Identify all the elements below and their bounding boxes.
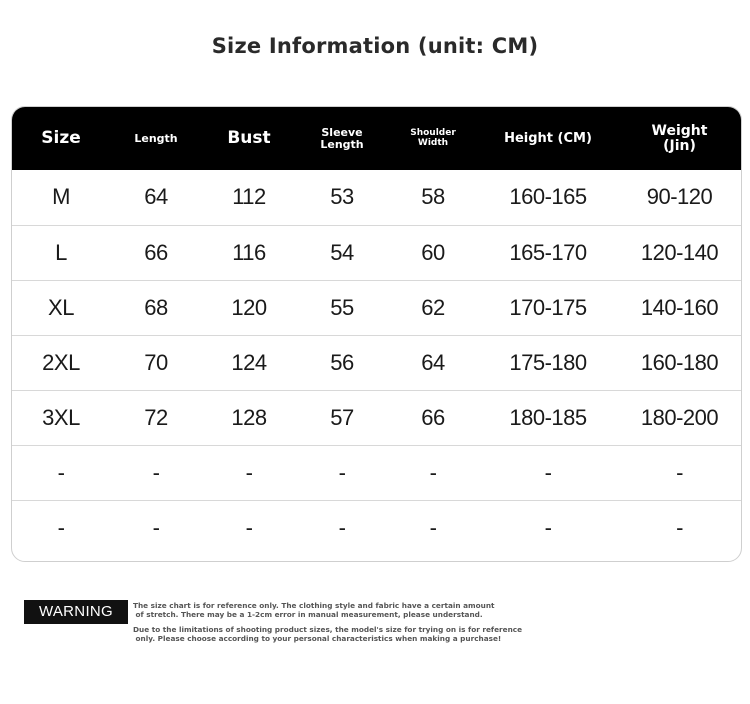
header-weight-line2: (Jin) — [663, 138, 696, 154]
cell-sleeve-length: 53 — [330, 184, 354, 210]
header-row — [12, 107, 741, 170]
cell-weight: - — [618, 500, 741, 555]
header-shoulder-line1: Shoulder — [410, 128, 456, 138]
cell-shoulder-width: 66 — [388, 390, 478, 445]
cell-shoulder-width: 62 — [388, 280, 478, 335]
warning-note-model — [133, 626, 553, 643]
cell-bust: 128 — [202, 390, 296, 445]
cell-weight: 90-120 — [646, 184, 713, 210]
table-body — [12, 170, 741, 555]
cell-shoulder-width: 60 — [388, 225, 478, 280]
warning-note-stretch-line2: of stretch. There may be a 1-2cm error in manual measurement, please understand. — [133, 609, 483, 619]
header-weight-line1: Weight — [651, 123, 708, 139]
cell-sleeve-length: 57 — [296, 390, 388, 445]
cell-size: - — [12, 445, 110, 500]
cell-shoulder-width: 64 — [388, 335, 478, 390]
warning-badge: WARNING — [24, 600, 128, 624]
cell-sleeve-length: 55 — [296, 280, 388, 335]
cell-length: 64 — [144, 184, 168, 210]
header-height: Height (CM) — [504, 131, 592, 146]
cell-height: 170-175 — [478, 280, 618, 335]
cell-weight: 180-200 — [618, 390, 741, 445]
table-row — [12, 170, 741, 225]
cell-bust: - — [202, 445, 296, 500]
cell-weight: 160-180 — [618, 335, 741, 390]
cell-size: - — [12, 500, 110, 555]
header-sleeve-line2: Length — [320, 138, 364, 151]
cell-sleeve-length: - — [296, 500, 388, 555]
cell-height: - — [478, 500, 618, 555]
cell-size: 2XL — [12, 335, 110, 390]
header-size: Size — [41, 128, 81, 148]
header-shoulder-line2: Width — [417, 138, 449, 148]
cell-height: - — [478, 445, 618, 500]
cell-bust: 116 — [202, 225, 296, 280]
cell-weight: 120-140 — [618, 225, 741, 280]
header-length: Length — [134, 132, 178, 145]
header-bust: Bust — [227, 128, 271, 148]
cell-height: 165-170 — [478, 225, 618, 280]
cell-size: L — [12, 225, 110, 280]
cell-height: 160-165 — [509, 184, 587, 210]
cell-shoulder-width: 58 — [421, 184, 445, 210]
cell-bust: 112 — [232, 184, 266, 210]
size-table-grid — [12, 107, 741, 555]
cell-size: XL — [12, 280, 110, 335]
cell-bust: 124 — [202, 335, 296, 390]
cell-height: 175-180 — [478, 335, 618, 390]
warning-note-stretch-line1: The size chart is for reference only. The clothing style and fabric have a certain amount — [133, 601, 495, 610]
cell-bust: - — [202, 500, 296, 555]
table-row — [12, 225, 741, 280]
cell-bust: 120 — [202, 280, 296, 335]
cell-size: 3XL — [12, 390, 110, 445]
cell-weight: 140-160 — [618, 280, 741, 335]
cell-length: 70 — [110, 335, 202, 390]
cell-height: 180-185 — [478, 390, 618, 445]
cell-length: - — [110, 500, 202, 555]
warning-note-model-line2: only. Please choose according to your personal characteristics when making a purchase! — [133, 633, 502, 643]
header-weight — [618, 107, 741, 170]
cell-shoulder-width: - — [388, 445, 478, 500]
cell-sleeve-length: 56 — [296, 335, 388, 390]
table-row — [12, 280, 741, 335]
cell-length: 68 — [110, 280, 202, 335]
size-table — [11, 106, 742, 562]
cell-length: - — [110, 445, 202, 500]
table-row — [12, 445, 741, 500]
cell-shoulder-width: - — [388, 500, 478, 555]
table-row — [12, 390, 741, 445]
header-sleeve-line1: Sleeve — [321, 126, 363, 139]
page-title: Size Information (unit: CM) — [211, 34, 539, 58]
table-row — [12, 335, 741, 390]
warning-note-model-line1: Due to the limitations of shooting product sizes, the model's size for trying on is for reference — [133, 625, 523, 634]
table-row — [12, 500, 741, 555]
cell-length: 66 — [110, 225, 202, 280]
cell-sleeve-length: - — [296, 445, 388, 500]
cell-size: M — [52, 184, 70, 210]
cell-length: 72 — [110, 390, 202, 445]
cell-sleeve-length: 54 — [296, 225, 388, 280]
warning-note-stretch — [133, 602, 553, 619]
header-sleeve-length — [296, 107, 388, 170]
header-shoulder-width — [388, 107, 478, 170]
cell-weight: - — [618, 445, 741, 500]
